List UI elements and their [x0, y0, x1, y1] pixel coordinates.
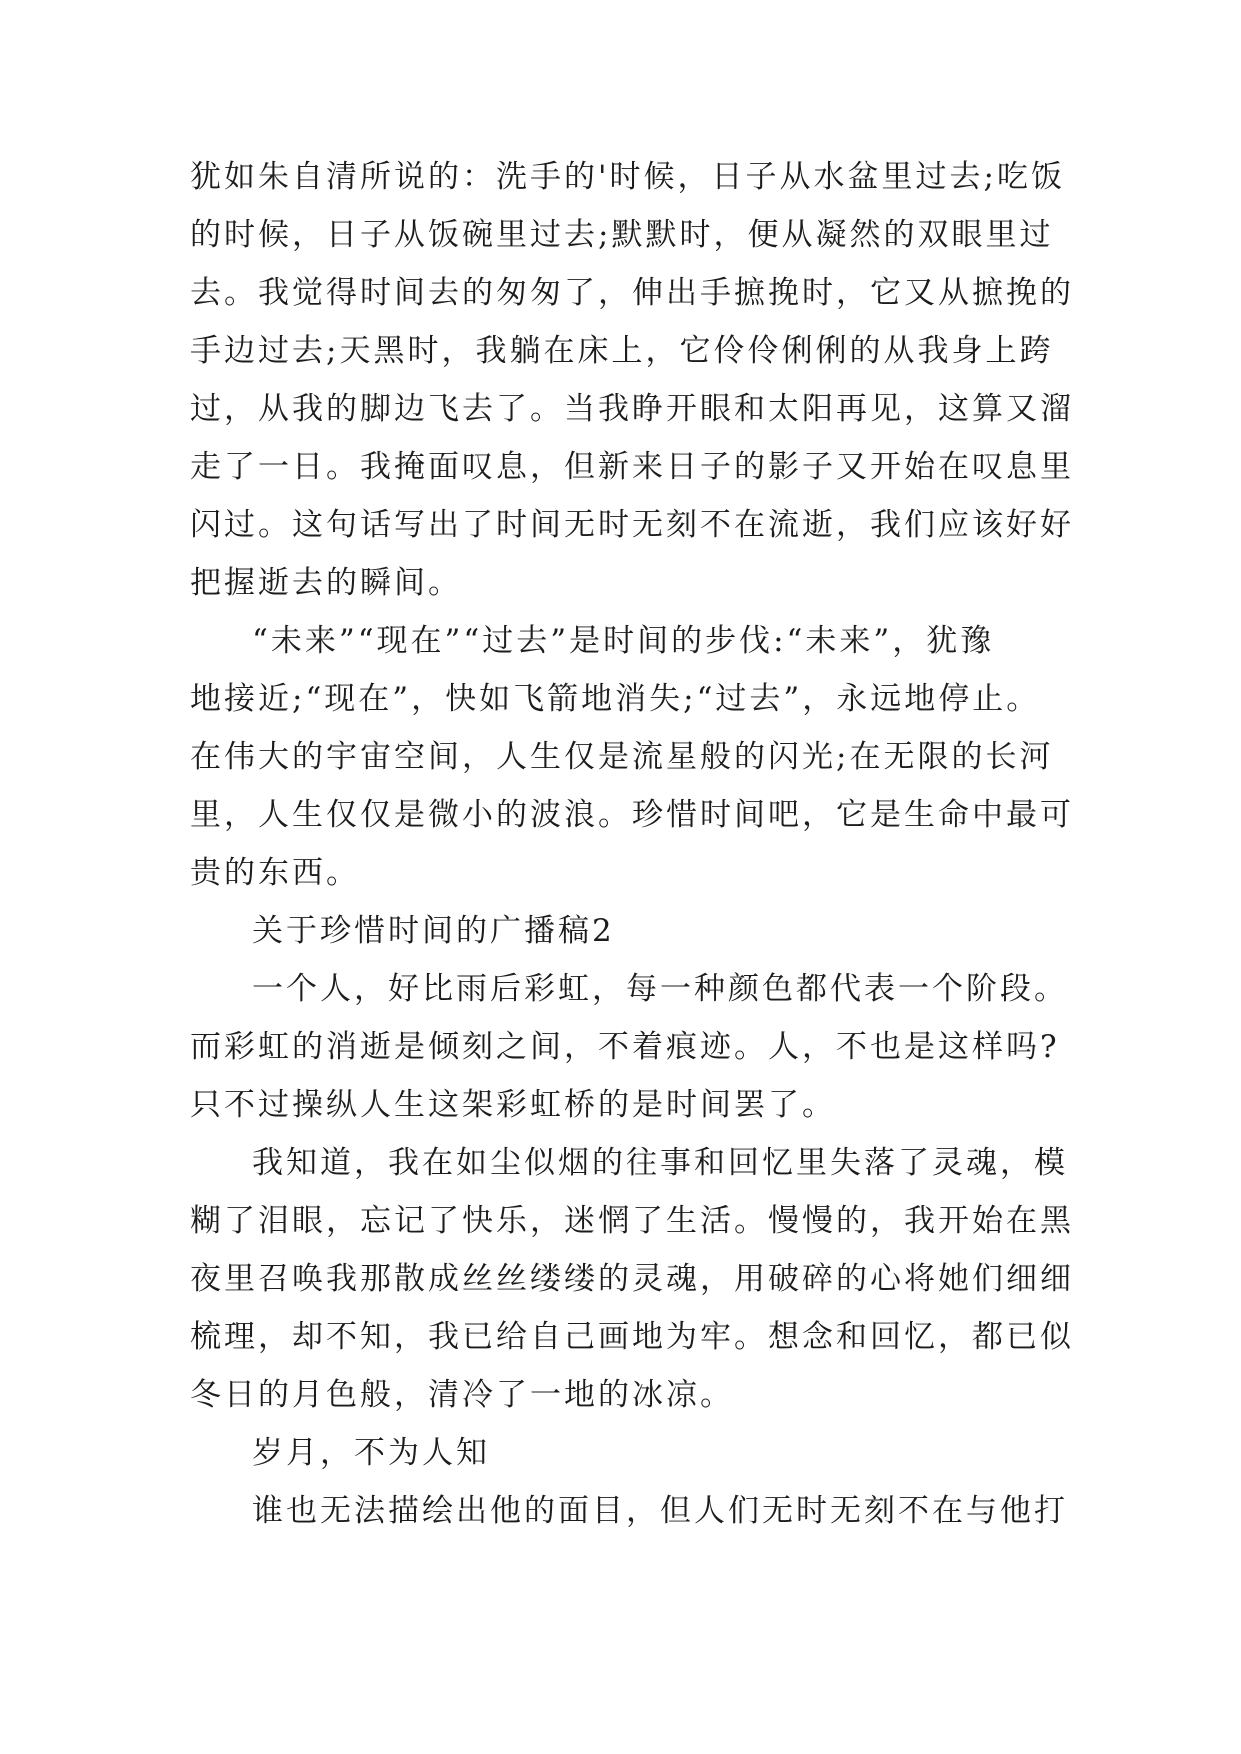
text-line: 去。我觉得时间去的匆匆了，伸出手摭挽时，它又从摭挽的: [190, 275, 1074, 311]
paragraph-start-line: 谁也无法描绘出他的面目，但人们无时无刻不在与他打: [252, 1493, 1068, 1529]
text-line: 犹如朱自清所说的：洗手的'时候，日子从水盆里过去;吃饭: [190, 159, 1065, 195]
text-line: 而彩虹的消逝是倾刻之间，不着痕迹。人，不也是这样吗?: [190, 1029, 1060, 1065]
text-line: 过，从我的脚边飞去了。当我睁开眼和太阳再见，这算又溜: [190, 391, 1074, 427]
text-line: 糊了泪眼，忘记了快乐，迷惘了生活。慢慢的，我开始在黑: [190, 1203, 1074, 1239]
section-heading: 关于珍惜时间的广播稿2: [252, 913, 615, 949]
text-line: 把握逝去的瞬间。: [190, 565, 462, 601]
text-line: 闪过。这句话写出了时间无时无刻不在流逝，我们应该好好: [190, 507, 1074, 543]
body-text: [190, 148, 1074, 1540]
text-line: 梳理，却不知，我已给自己画地为牢。想念和回忆，都已似: [190, 1319, 1074, 1355]
text-line: 冬日的月色般，清冷了一地的冰凉。: [190, 1377, 734, 1413]
text-line: 只不过操纵人生这架彩虹桥的是时间罢了。: [190, 1087, 836, 1123]
paragraph-start-line: “未来”“现在”“过去”是时间的步伐:“未来”，犹豫: [252, 623, 995, 659]
text-line: 地接近;“现在”，快如飞箭地消失;“过去”，永远地停止。: [190, 681, 1041, 717]
paragraph-start-line: 我知道，我在如尘似烟的往事和回忆里失落了灵魂，模: [252, 1145, 1068, 1181]
text-line: 手边过去;天黑时，我躺在床上，它伶伶俐俐的从我身上跨: [190, 333, 1054, 369]
text-line: 走了一日。我掩面叹息，但新来日子的影子又开始在叹息里: [190, 449, 1074, 485]
text-line: 的时候，日子从饭碗里过去;默默时，便从凝然的双眼里过: [190, 217, 1054, 253]
text-line: 在伟大的宇宙空间，人生仅是流星般的闪光;在无限的长河: [190, 739, 1054, 775]
paragraph-start-line: 一个人，好比雨后彩虹，每一种颜色都代表一个阶段。: [252, 971, 1068, 1007]
text-line: 夜里召唤我那散成丝丝缕缕的灵魂，用破碎的心将她们细细: [190, 1261, 1074, 1297]
subheading-line: 岁月，不为人知: [252, 1435, 490, 1471]
text-line: 贵的东西。: [190, 855, 360, 891]
text-line: 里，人生仅仅是微小的波浪。珍惜时间吧，它是生命中最可: [190, 797, 1074, 833]
